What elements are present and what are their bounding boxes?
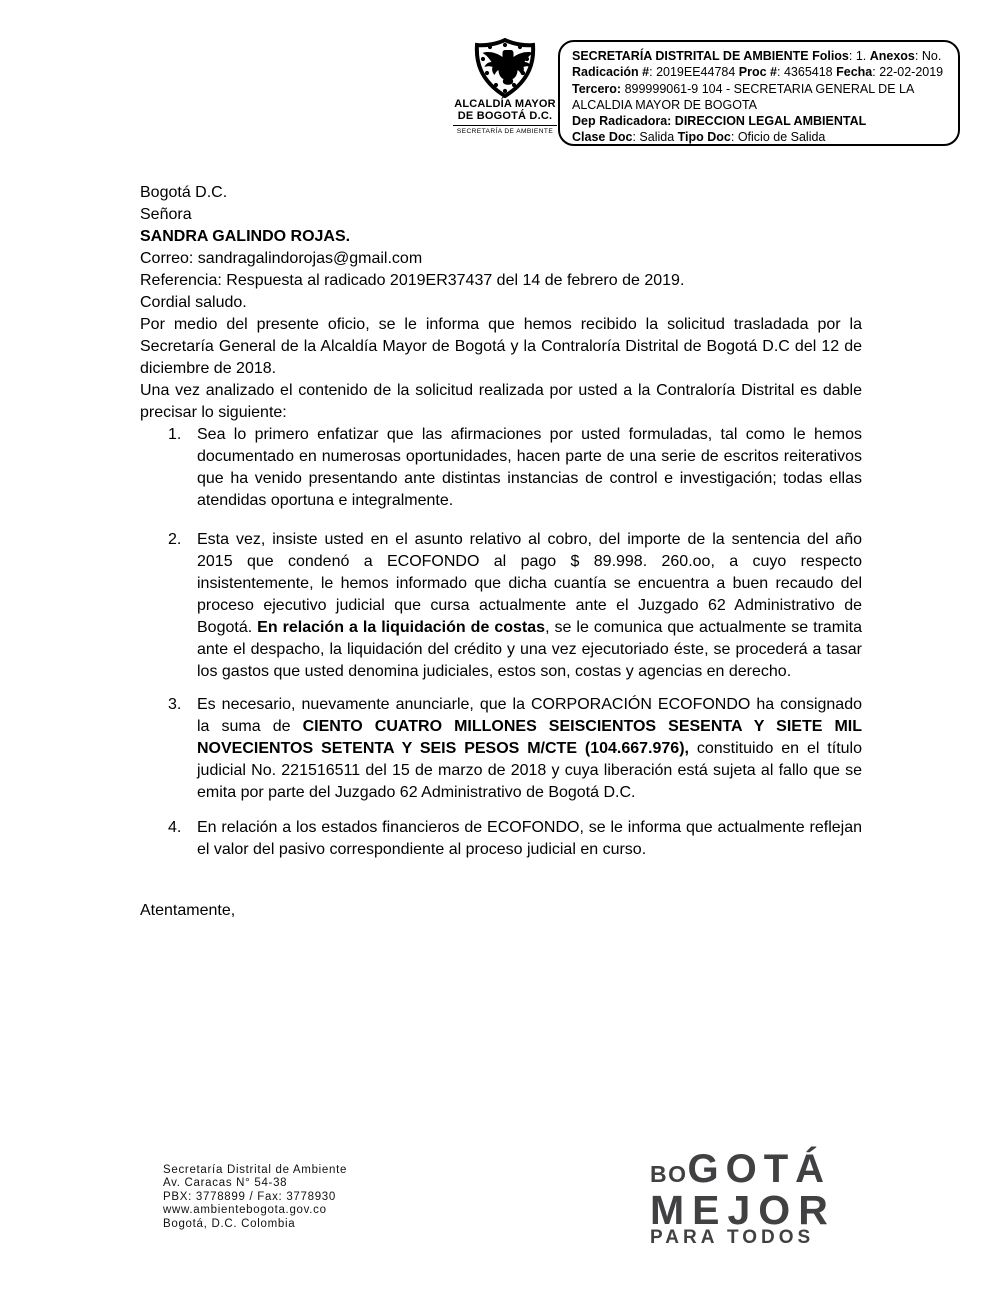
stamp-line: SECRETARÍA DISTRITAL DE AMBIENTE Folios: 1. Anexos: No. bbox=[572, 49, 942, 63]
bogota-mejor-para-todos-logo bbox=[650, 1146, 836, 1246]
recipient-block bbox=[140, 204, 862, 270]
list-item-number: 2. bbox=[168, 531, 182, 548]
contact-line: Bogotá, D.C. Colombia bbox=[163, 1217, 296, 1230]
crest-title-line1: ALCALDÍA MAYOR bbox=[454, 98, 556, 110]
brand-line-bogota bbox=[650, 1146, 836, 1193]
crest-divider bbox=[453, 125, 557, 126]
paragraph-intro: Por medio del presente oficio, se le informa que hemos recibido la solicitud trasladada por la Secretaría General de la Alcaldía Mayor de Bogotá y la Contraloría Distrital de Bogotá D.C del 12 de diciembre de 2018. bbox=[140, 316, 862, 377]
list-item: 2. Esta vez, insiste usted en el asunto relativo al cobro, del importe de la sentencia del año 2015 que condenó a ECOFONDO al pago $ 89.998. 260.oo, a cuyo respecto insistentemente, le hemos informado que dicha cuantía se encuentra a buen recaudo del proceso ejecutivo judicial que cursa actualmente ante el Juzgado 62 Administrativo de Bogotá. En relación a la liquidación de costas, se le comunica que actualmente se tramita ante el despacho, la liquidación del crédito y una vez ejecutoriado éste, se procederá a tasar los gastos que usted denomina judiciales, estos son, costas y agencias en derecho. bbox=[168, 531, 863, 680]
greeting-line: Cordial saludo. bbox=[140, 294, 247, 311]
reference-line: Referencia: Respuesta al radicado 2019ER37437 del 14 de febrero de 2019. bbox=[140, 272, 685, 289]
stamp-line: Tercero: 899999061-9 104 - SECRETARIA GENERAL DE LA ALCALDIA MAYOR DE BOGOTA bbox=[572, 81, 914, 112]
bogota-coat-of-arms-icon bbox=[473, 38, 537, 98]
list-item: 4. En relación a los estados financieros de ECOFONDO, se le informa que actualmente reflejan el valor del pasivo correspondiente al proceso judicial en curso. bbox=[168, 819, 862, 858]
brand-line-para-todos: PARA TODOS bbox=[650, 1227, 815, 1248]
contact-line: Secretaría Distrital de Ambiente bbox=[163, 1164, 348, 1176]
brand-bo: BO bbox=[650, 1161, 688, 1187]
crest-subtitle: SECRETARÍA DE AMBIENTE bbox=[456, 128, 554, 135]
brand-line-mejor: MEJOR bbox=[650, 1187, 836, 1233]
list-item-number: 1. bbox=[168, 426, 182, 443]
letter-body bbox=[140, 182, 862, 922]
closing-line: Atentamente, bbox=[140, 902, 236, 919]
recipient-salutation: Señora bbox=[140, 206, 192, 223]
paragraph-analysis: Una vez analizado el contenido de la solicitud realizada por usted a la Contraloría Distrital es dable precisar lo siguiente: bbox=[140, 382, 862, 421]
contact-line: PBX: 3778899 / Fax: 3778930 bbox=[163, 1190, 336, 1203]
list-item-number: 4. bbox=[168, 819, 182, 836]
recipient-email: Correo: sandragalindorojas@gmail.com bbox=[140, 250, 423, 267]
list-item: 3. Es necesario, nuevamente anunciarle, que la CORPORACIÓN ECOFONDO ha consignado la suma de CIENTO CUATRO MILLONES SEISCIENTOS SESENTA Y SIETE MIL NOVECIENTOS SETENTA Y SEIS PESOS M/CTE (104.667.976), constituido en el título judicial No. 221516511 del 15 de marzo de 2018 y cuya liberación está sujeta al fallo que se emita por parte del Juzgado 62 Administrativo de Bogotá D.C. bbox=[168, 696, 863, 801]
crest-title-line2: DE BOGOTÁ D.C. bbox=[457, 110, 553, 122]
radicacion-stamp bbox=[558, 40, 960, 146]
recipient-name: SANDRA GALINDO ROJAS. bbox=[140, 228, 351, 245]
stamp-line: Clase Doc: Salida Tipo Doc: Oficio de Salida bbox=[572, 130, 826, 145]
list-item-number: 3. bbox=[168, 696, 182, 713]
brand-gota: GOTÁ bbox=[687, 1147, 832, 1191]
contact-line: Av. Caracas N° 54-38 bbox=[163, 1177, 288, 1190]
contact-line: www.ambientebogota.gov.co bbox=[163, 1204, 327, 1217]
numbered-list bbox=[140, 424, 862, 861]
alcaldia-logo bbox=[445, 38, 565, 136]
stamp-line: Radicación #: 2019EE44784 Proc #: 4365418 Fecha: 22-02-2019 bbox=[572, 65, 944, 80]
stamp-line: Dep Radicadora: DIRECCION LEGAL AMBIENTAL bbox=[572, 114, 867, 129]
city-date-line: Bogotá D.C. bbox=[140, 184, 228, 201]
footer-contact-info bbox=[163, 1164, 347, 1231]
list-item: 1. Sea lo primero enfatizar que las afirmaciones por usted formuladas, tal como le hemos documentado en numerosas oportunidades, hacen parte de una serie de escritos reiterativos que ha venido presentando ante distintas instancias de control e investigación; todas ellas atendidas oportuna e integralmente. bbox=[168, 426, 862, 509]
